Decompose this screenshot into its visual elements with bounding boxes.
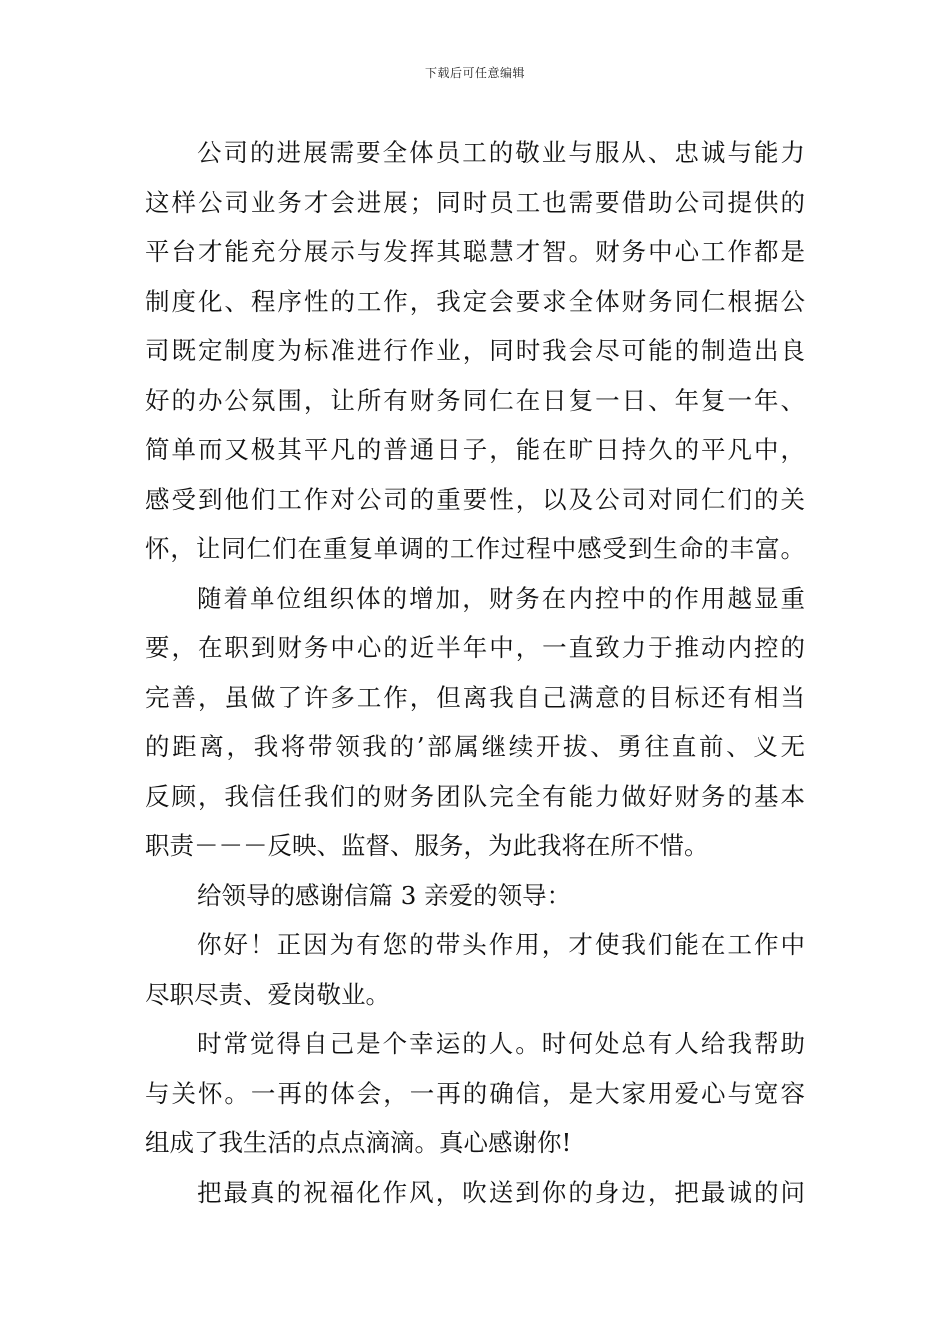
paragraph-first-line: 公司的进展需要全体员工的敬业与服从、忠诚与能力 (197, 138, 805, 167)
text-line: 制度化、程序性的工作，我定会要求全体财务同仁根据公 (145, 286, 805, 316)
text-line: 与关怀。一再的体会，一再的确信，是大家用爱心与宽容 (145, 1078, 805, 1108)
text-line: 好的办公氛围，让所有财务同仁在日复一日、年复一年、 (145, 385, 805, 415)
paragraph-first-line: 随着单位组织体的增加，财务在内控中的作用越显重 (197, 583, 805, 613)
paragraph-first-line: 给领导的感谢信篇 3 亲爱的领导： (197, 880, 572, 910)
paragraph-first-line: 时常觉得自己是个幸运的人。时何处总有人给我帮助 (197, 1029, 805, 1058)
paragraph-first-line: 把最真的祝福化作风，吹送到你的身边，把最诚的问 (197, 1177, 805, 1207)
text-line: 的距离，我将带领我的’部属继续开拔、勇往直前、义无 (145, 732, 805, 761)
page-header: 下载后可任意编辑 (424, 66, 525, 80)
text-line: 反顾，我信任我们的财务团队完全有能力做好财务的基本 (145, 781, 805, 811)
text-line: 感受到他们工作对公司的重要性，以及公司对同仁们的关 (145, 484, 805, 514)
text-line: 要，在职到财务中心的近半年中，一直致力于推动内控的 (145, 633, 805, 662)
text-line: 组成了我生活的点点滴滴。真心感谢你! (145, 1128, 572, 1157)
text-line: 职责－－－反映、监督、服务，为此我将在所不惜。 (145, 831, 709, 860)
text-line: 这样公司业务才会进展；同时员工也需要借助公司提供的 (145, 187, 805, 217)
text-line: 怀，让同仁们在重复单调的工作过程中感受到生命的丰富。 (145, 534, 805, 563)
text-line: 尽职尽责、爱岗敬业。 (145, 979, 390, 1009)
text-line: 司既定制度为标准进行作业，同时我会尽可能的制造出良 (145, 336, 805, 365)
paragraph-first-line: 你好！正因为有您的带头作用，才使我们能在工作中 (197, 930, 805, 959)
text-line: 平台才能充分展示与发挥其聪慧才智。财务中心工作都是 (145, 237, 805, 266)
text-line: 完善，虽做了许多工作，但离我自己满意的目标还有相当 (145, 682, 805, 712)
document-body (145, 128, 805, 1217)
text-line: 简单而又极其平凡的普通日子，能在旷日持久的平凡中， (145, 435, 805, 464)
